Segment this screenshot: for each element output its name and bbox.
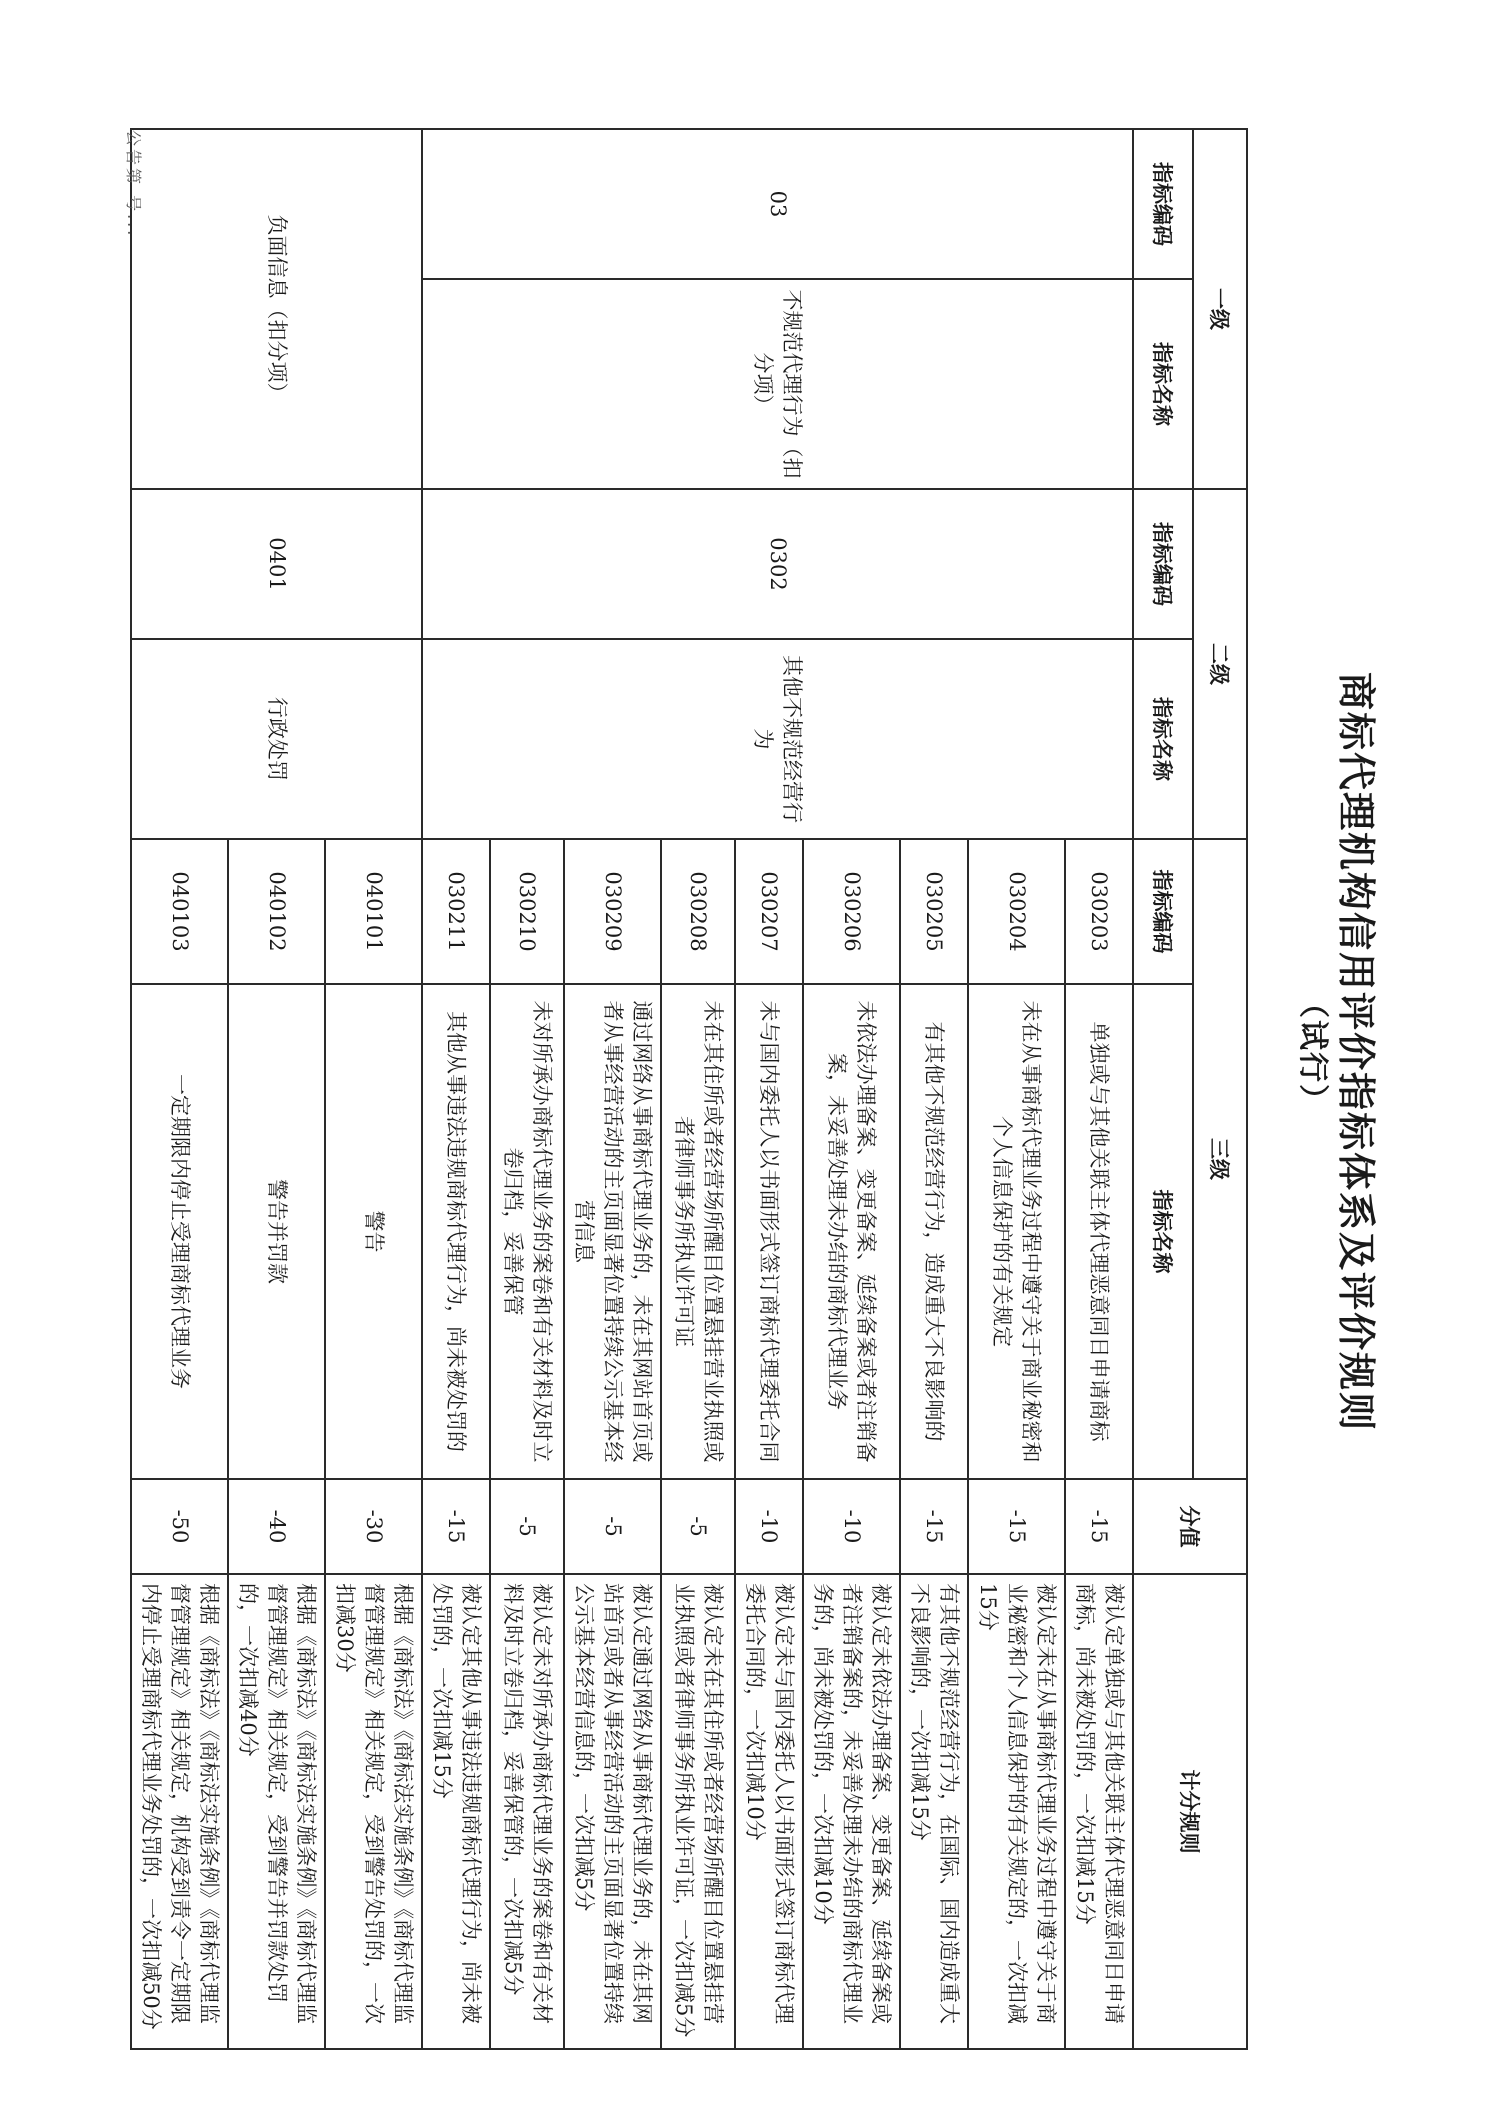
page-footer-fragment: 公告第 号... [124, 130, 143, 239]
row-rule: 被认定单独或与其他关联主体代理恶意同日申请商标，尚未被处罚的，一次扣减15分 [1065, 1574, 1133, 2049]
table-row [1065, 129, 1133, 2049]
row-name: 一定期限内停止受理商标代理业务 [131, 984, 228, 1479]
row-score: -5 [661, 1479, 735, 1574]
row-name: 警告 [325, 984, 422, 1479]
row-name: 未依法办理备案、变更备案、延续备案或者注销备案，未妥善处理未办结的商标代理业务 [803, 984, 900, 1479]
header-level1: 一级 [1193, 129, 1247, 489]
row-name: 单独或与其他关联主体代理恶意同日申请商标 [1065, 984, 1133, 1479]
row-score: -15 [1065, 1479, 1133, 1574]
row-score: -15 [968, 1479, 1065, 1574]
row-score: -50 [131, 1479, 228, 1574]
row-score: -5 [490, 1479, 564, 1574]
group-03-code: 03 [422, 129, 1133, 279]
row-code: 040101 [325, 839, 422, 984]
group-04-name: 负面信息（扣分项） [131, 129, 422, 489]
header-l2-name: 指标名称 [1133, 639, 1193, 839]
row-rule: 被认定未在从事商标代理业务过程中遵守关于商业秘密和个人信息保护的有关规定的，一次扣减15分 [968, 1574, 1065, 2049]
row-rule: 被认定未与国内委托人以书面形式签订商标代理委托合同的，一次扣减10分 [735, 1574, 803, 2049]
group-0302-name: 其他不规范经营行为 [422, 639, 1133, 839]
row-rule: 根据《商标法》《商标法实施条例》《商标代理监督管理规定》相关规定，机构受到责令一定期限内停止受理商标代理业务处罚的，一次扣减50分 [131, 1574, 228, 2049]
row-name: 警告并罚款 [228, 984, 325, 1479]
row-rule: 根据《商标法》《商标法实施条例》《商标代理监督管理规定》相关规定，受到警告并罚款处罚的，一次扣减40分 [228, 1574, 325, 2049]
header-l1-code: 指标编码 [1133, 129, 1193, 279]
row-rule: 被认定其他从事违法违规商标代理行为，尚未被处罚的，一次扣减15分 [422, 1574, 490, 2049]
row-score: -30 [325, 1479, 422, 1574]
row-code: 040103 [131, 839, 228, 984]
row-rule: 被认定未对所承办商标代理业务的案卷和有关材料及时立卷归档，妥善保管的，一次扣减5分 [490, 1574, 564, 2049]
group-0302-code: 0302 [422, 489, 1133, 639]
table-row [325, 129, 422, 2049]
row-name: 其他从事违法违规商标代理行为，尚未被处罚的 [422, 984, 490, 1479]
header-l3-code: 指标编码 [1133, 839, 1193, 984]
row-rule: 有其他不规范经营行为，在国际、国内造成重大不良影响的，一次扣减15分 [900, 1574, 968, 2049]
group-0401-code: 0401 [131, 489, 422, 639]
row-name: 通过网络从事商标代理业务的，未在其网站首页或者从事经营活动的主页面显著位置持续公示基本经营信息 [564, 984, 661, 1479]
row-rule: 被认定未在其住所或者经营场所醒目位置悬挂营业执照或者律师事务所执业许可证，一次扣减5分 [661, 1574, 735, 2049]
row-code: 040102 [228, 839, 325, 984]
row-code: 030211 [422, 839, 490, 984]
group-03-name: 不规范代理行为（扣分项） [422, 279, 1133, 489]
subtitle-text: （试行） [1295, 988, 1330, 1116]
header-l3-name: 指标名称 [1133, 984, 1193, 1479]
header-l2-code: 指标编码 [1133, 489, 1193, 639]
header-score: 分值 [1133, 1479, 1247, 1574]
indicator-table [130, 128, 1248, 2050]
row-name: 未在其住所或者经营场所醒目位置悬挂营业执照或者律师事务所执业许可证 [661, 984, 735, 1479]
row-name: 未对所承办商标代理业务的案卷和有关材料及时立卷归档，妥善保管 [490, 984, 564, 1479]
row-rule: 根据《商标法》《商标法实施条例》《商标代理监督管理规定》相关规定，受到警告处罚的，一次扣减30分 [325, 1574, 422, 2049]
group-0401-name: 行政处罚 [131, 639, 422, 839]
row-score: -40 [228, 1479, 325, 1574]
row-code: 030210 [490, 839, 564, 984]
row-score: -10 [803, 1479, 900, 1574]
row-code: 030209 [564, 839, 661, 984]
row-name: 有其他不规范经营行为，造成重大不良影响的 [900, 984, 968, 1479]
row-code: 030206 [803, 839, 900, 984]
row-score: -15 [422, 1479, 490, 1574]
title-text: 商标代理机构信用评价指标体系及评价规则 [1334, 671, 1379, 1432]
row-code: 030203 [1065, 839, 1133, 984]
header-row-levels [1193, 129, 1247, 2049]
header-l1-name: 指标名称 [1133, 279, 1193, 489]
row-name: 未在从事商标代理业务过程中遵守关于商业秘密和个人信息保护的有关规定 [968, 984, 1065, 1479]
row-code: 030208 [661, 839, 735, 984]
row-code: 030205 [900, 839, 968, 984]
row-score: -5 [564, 1479, 661, 1574]
row-score: -10 [735, 1479, 803, 1574]
row-name: 未与国内委托人以书面形式签订商标代理委托合同 [735, 984, 803, 1479]
row-score: -15 [900, 1479, 968, 1574]
row-rule: 被认定通过网络从事商标代理业务的，未在其网站首页或者从事经营活动的主页面显著位置持续公示基本经营信息的，一次扣减5分 [564, 1574, 661, 2049]
row-rule: 被认定未依法办理备案、变更备案、延续备案或者注销备案的，未妥善处理未办结的商标代理业务的，尚未被处罚的，一次扣减10分 [803, 1574, 900, 2049]
header-level3: 三级 [1193, 839, 1247, 1479]
header-rule: 计分规则 [1133, 1574, 1247, 2049]
header-level2: 二级 [1193, 489, 1247, 839]
document-title [1290, 0, 1378, 2104]
row-code: 030207 [735, 839, 803, 984]
row-code: 030204 [968, 839, 1065, 984]
